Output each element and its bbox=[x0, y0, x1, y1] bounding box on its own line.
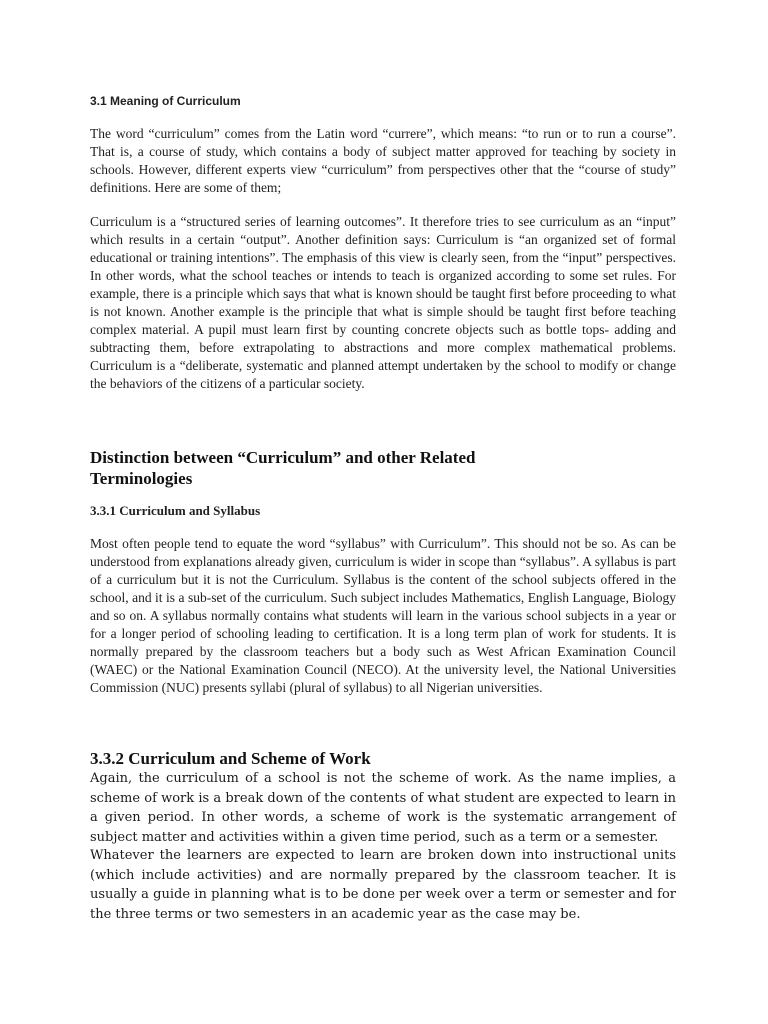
paragraph-scheme-of-work-definition: Again, the curriculum of a school is not the scheme of work. As the name implies, a scheme of work is a break down of the contents of what student are expected to learn in a given period. In other words, a scheme of work is the systematic arrangement of subject matter and activities within a given time period, such as a term or a semester. bbox=[90, 771, 676, 845]
subsection-heading-curriculum-and-syllabus: 3.3.1 Curriculum and Syllabus bbox=[90, 503, 261, 518]
subsection-heading-curriculum-and-scheme-of-work: 3.3.2 Curriculum and Scheme of Work bbox=[90, 749, 371, 768]
paragraph-scheme-of-work-units: Whatever the learners are expected to learn are broken down into instructional units (which include activities) and are normally prepared by the classroom teacher. It is usually a guide in planning what is to be done per week over a term or semester and for the three terms or two semesters in an academic year as the case may be. bbox=[90, 848, 676, 922]
paragraph-curriculum-etymology: The word “curriculum” comes from the Latin word “currere”, which means: “to run or to run a course”. That is, a course of study, which contains a body of subject matter approved for teaching by society in schools. However, different experts view “curriculum” from perspectives other that the “course of study” definitions. Here are some of them; bbox=[90, 126, 676, 195]
section-heading-meaning-of-curriculum: 3.1 Meaning of Curriculum bbox=[90, 94, 241, 108]
paragraph-curriculum-definitions: Curriculum is a “structured series of learning outcomes”. It therefore tries to see curriculum as an “input” which results in a certain “output”. Another definition says: Curriculum is “an organized set of formal educational or training intentions”. The emphasis of this view is clearly seen, from the “input” perspectives. In other words, what the school teaches or intends to teach is organized according to some set rules. For example, there is a principle which says that what is known should be taught first before proceeding to what is not known. Another example is the principle that what is simple should be taught first before teaching complex material. A pupil must learn first by counting concrete objects such as bottle tops- adding and subtracting them, before extrapolating to abstractions and more complex mathematical problems. Curriculum is a “deliberate, systematic and planned attempt undertaken by the school to modify or change the behaviors of the citizens of a particular society. bbox=[90, 214, 676, 391]
paragraph-curriculum-and-syllabus: Most often people tend to equate the word “syllabus” with Curriculum”. This should not be so. As can be understood from explanations already given, curriculum is wider in scope than “syllabus”. A syllabus is part of a curriculum but it is not the Curriculum. Syllabus is the content of the school subjects offered in the school, and it is a sub-set of the curriculum. Such subject includes Mathematics, English Language, Biology and so on. A syllabus normally contains what students will learn in the various school subjects in a year or for a longer period of schooling leading to certification. It is a long term plan of work for students. It is normally prepared by the classroom teachers but a body such as West African Examination Council (WAEC) or the National Examination Council (NECO). At the university level, the National Universities Commission (NUC) presents syllabi (plural of syllabus) to all Nigerian universities. bbox=[90, 536, 676, 695]
section-heading-distinction: Distinction between “Curriculum” and other Related Terminologies bbox=[90, 448, 476, 488]
